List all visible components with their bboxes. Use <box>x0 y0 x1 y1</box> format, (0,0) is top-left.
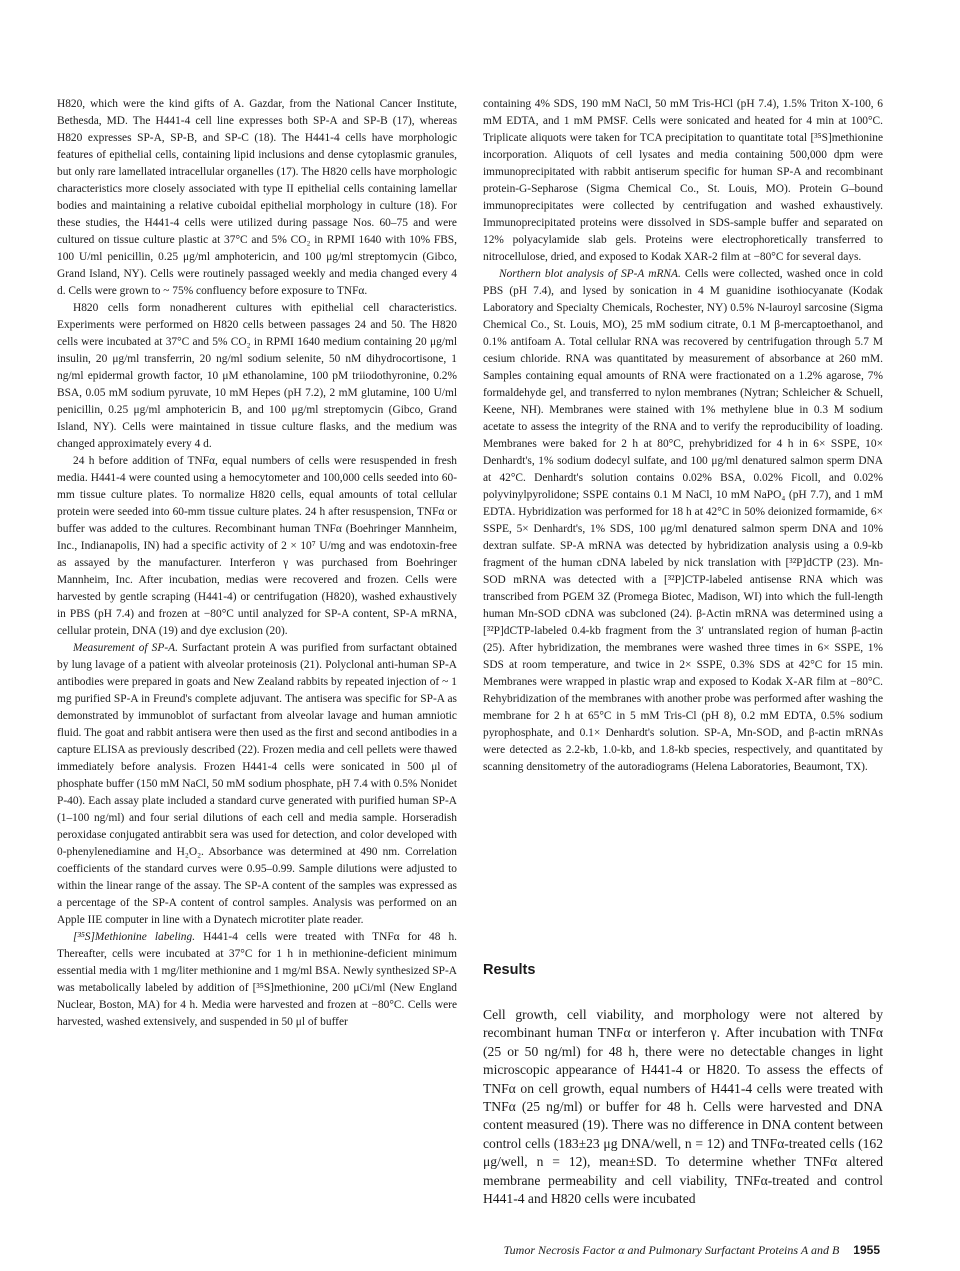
left-paragraph <box>57 96 457 300</box>
left-paragraph <box>57 300 457 453</box>
section-runin-heading: [³⁵S]Methionine labeling. <box>73 931 196 943</box>
results-heading: Results <box>483 962 536 978</box>
right-paragraph <box>483 266 883 776</box>
left-paragraph <box>57 929 457 1031</box>
left-column <box>57 96 457 1031</box>
section-runin-heading: Northern blot analysis of SP-A mRNA. <box>499 268 681 280</box>
paragraph-text: 24 h before addition of TNFα, equal numbers of cells were resuspended in fresh media. H441-4 were counted using a hemocytometer and 100,000 cells seeded into 60-mm tissue culture plates. To normalize H820 cells, equal amounts of total cellular protein were seeded into 60-mm tissue culture plates. 24 h after resuspension, TNFα or buffer was added to the cultures. Recombinant human TNFα (Boehringer Mannheim, Inc., Indianapolis, IN) had a specific activity of 2 × 10⁷ U/mg and was endotoxin-free as assayed by the manufacturer. Interferon γ was purchased from Boehringer Mannheim, Inc. After incubation, medias were recovered and frozen. Cells were harvested by gentle scraping (H441-4) or centrifugation (H820), washed exhaustively in PBS (pH 7.4) and frozen at −80°C until analyzed for SP-A content, SP-A mRNA, cellular protein, DNA (19) and dye exclusion (20). <box>57 455 457 637</box>
page-footer <box>380 1243 880 1258</box>
paragraph-text: containing 4% SDS, 190 mM NaCl, 50 mM Tris-HCl (pH 7.4), 1.5% Triton X-100, 6 mM EDTA, and 1 mM PMSF. Cells were sonicated and heated for 4 min at 100°C. Triplicate aliquots were taken for TCA precipitation to quantitate total [³⁵S]methionine incorporation. Aliquots of cell lysates and media containing 500,000 dpm were immunoprecipitated with rabbit antiserum specific for human SP-A and recombinant protein-G-Sepharose (Sigma Chemical Co., St. Louis, MO). Protein G–bound immunoprecipitates were collected by centrifugation and washed exhaustively. Immunoprecipitated proteins were dissolved in SDS-sample buffer and separated on 12% polyacylamide slab gels. Proteins were electrophoretically transferred to nitrocellulose, dried, and exposed to Kodak XAR-2 film at −80°C for several days. <box>483 98 883 263</box>
right-paragraph <box>483 96 883 266</box>
paragraph-text: Surfactant protein A was purified from surfactant obtained by lung lavage of a patient with alveolar proteinosis (21). Polyclonal anti-human SP-A antibodies were prepared in goats and New Zealand rabbits by repeated injection of ~ 1 mg purified SP-A in Freund's complete adjuvant. The antisera was specific for SP-A as demonstrated by immunoblot of surfactant from alveolar lavage and human amniotic fluid. The goat and rabbit antisera were then used as the first and second antibodies in a capture ELISA as previously described (22). Frozen media and cell pellets were thawed immediately before analysis. Frozen H441-4 cells were sonicated in 500 μl of phosphate buffer (150 mM NaCl, 50 mM sodium phosphate, pH 7.4 with 0.5% Nonidet P-40). Each assay plate included a standard curve generated with purified human SP-A (1–100 ng/ml) and four serial dilutions of each cell and media sample. Horseradish peroxidase conjugated antirabbit sera was used for detection, and color developed with 0-phenylenediamine and H₂O₂. Absorbance was determined at 490 nm. Correlation coefficients of the standard curves were 0.95–0.99. Sample dilutions were adjusted to within the linear range of the assay. The SP-A content of the samples was expressed as a percentage of the SP-A content of control samples. Analysis was performed on an Apple IIE computer in line with a Dynatech microtiter plate reader. <box>57 642 457 926</box>
paragraph-text: H441-4 cells were treated with TNFα for 48 h. Thereafter, cells were incubated at 37°C for 1 h in methionine-deficient minimum essential media with 1 mg/liter methionine and 1 mg/ml BSA. Newly synthesized SP-A was metabolically labeled by addition of [³⁵S]methionine, 200 μCi/ml (New England Nuclear, Boston, MA) for 4 h. Media were harvested and frozen at −80°C. Cells were harvested, washed extensively, and suspended in 50 μl of buffer <box>57 931 457 1028</box>
section-runin-heading: Measurement of SP-A. <box>73 642 178 654</box>
right-column <box>483 96 883 776</box>
paragraph-text: H820, which were the kind gifts of A. Gazdar, from the National Cancer Institute, Bethesda, MD. The H441-4 cell line expresses both SP-A and SP-B (17), whereas H820 expresses SP-A, SP-B, and SP-C (18). The H441-4 cells have morphologic features of epithelial cells, containing lipid inclusions and dense cytoplasmic granules, but only rare lamellated intracellular organelles (17). The H820 cells have morphologic characteristics more closely associated with type II epithelial cells containing lamellar bodies and maintaining a relative cuboidal epithelial morphology in culture (18). For these studies, the H441-4 cells were utilized during passage Nos. 60–75 and were cultured on tissue culture plastic at 37°C and 5% CO₂ in RPMI 1640 with 10% FBS, 100 U/ml penicillin, 0.25 μg/ml amphotericin, and 100 μg/ml streptomycin (Gibco, Grand Island, NY). Cells were routinely passaged weekly and media changed every 4 d. Cells were grown to ~ 75% confluency before exposure to TNFα. <box>57 98 457 297</box>
paragraph-text: Cells were collected, washed once in cold PBS (pH 7.4), and lysed by sonication in 4 M guanidine isothiocyanate (Kodak Laboratory and Specialty Chemicals, Rochester, NY) 0.5% N-lauroyl sarcosine (Sigma Chemical Co., St. Louis, MO), 25 mM sodium citrate, 0.1 M β-mercaptoethanol, and 0.1% antifoam A. Total cellular RNA was recovered by centrifugation through 5.7 M cesium chloride. RNA was quantitated by measurement of absorbance at 260 mM. Samples containing equal amounts of RNA were fractionated on a 1.2% agarose, 7% formaldehyde gel, and transferred to nylon membranes (Nytran; Schleicher & Schuell, Keene, NH). Membranes were stained with 1% methylene blue in 0.3 M sodium acetate to assess the integrity of the RNA and to verify the reproducibility of loading. Membranes were baked for 2 h at 80°C, prehybridized for 4 h in 6× SSPE, 10× Denhardt's, 1% sodium dodecyl sulfate, and 100 μg/ml denatured salmon sperm DNA at 42°C. Denhardt's solution contains 0.02% BSA, 0.02% Ficoll, and 0.02% polyvinylpyrolidone; SSPE contains 0.1 M NaCl, 10 mM NaPO₄ (pH 7.7), and 1 mM EDTA. Hybridization was performed for 18 h at 42°C in 50% deionized formamide, 6× SSPE, 5× Denhardt's, 1% SDS, 100 μg/ml denatured salmon sperm DNA and 10% dextran sulfate. SP-A mRNA was detected by hybridization analysis using a 0.9-kb fragment of the human cDNA labeled by nick translation with [³²P]dCTP (23). Mn-SOD mRNA was detected with a [³²P]CTP-labeled antisense RNA which was transcribed from PGEM 3Z (Promega Biotec, Madison, WI) into which the full-length human Mn-SOD cDNA was subcloned (24). β-Actin mRNA was determined using a [³²P]dCTP-labeled 0.4-kb fragment from the 3′ untranslated region of human β-actin (25). After hybridization, the membranes were washed three times in 6× SSPE, 1% SDS at room temperature, and twice in 2× SSPE, 0.3% SDS at 42°C for 15 min. Membranes were wrapped in plastic wrap and exposed to Kodak X-AR film at −80°C. Rehybridization of the membranes with another probe was performed after washing the membrane for 2 h at 65°C in 5 mM Tris-Cl (pH 8), 0.2 mM EDTA, 0.5% sodium pyrophosphate, and 0.1× Denhardt's solution. SP-A, Mn-SOD, and β-actin mRNAs were detected as 2.2-kb, 1.0-kb, and 1.8-kb species, respectively, and quantitated by scanning densitometry of the autoradiograms (Helena Laboratories, Beaumont, TX). <box>483 268 883 773</box>
left-paragraph <box>57 640 457 929</box>
page-number: 1955 <box>853 1243 880 1257</box>
running-title: Tumor Necrosis Factor α and Pulmonary Surfactant Proteins A and B <box>503 1243 840 1257</box>
paragraph-text: H820 cells form nonadherent cultures with epithelial cell characteristics. Experiments were performed on H820 cells between passages 24 and 50. The H820 cells were incubated at 37°C and 5% CO₂ in RPMI 1640 medium containing 20 μg/ml insulin, 20 μg/ml transferrin, 20 ng/ml sodium selenite, 50 nM dihydrocortisone, 1 ng/ml epidermal growth factor, 10 μM ethanolamine, 100 pM triiodothyronine, 0.2% BSA, 0.05 mM sodium pyruvate, 10 mM Hepes (pH 7.2), 2 mM glutamine, 100 U/ml penicillin, 0.25 μg/ml amphotericin B, and 100 μg/ml streptomycin (Gibco, Grand Island, NY). Cells were maintained in tissue culture flasks, and the medium was changed approximately every 4 d. <box>57 302 457 450</box>
left-paragraph <box>57 453 457 640</box>
results-paragraph: Cell growth, cell viability, and morphology were not altered by recombinant human TNFα or interferon γ. After incubation with TNFα (25 or 50 ng/ml) for 48 h, there were no detectable changes in light microscopic appearance of H441-4 or H820. To assess the effects of TNFα on cell growth, equal numbers of H441-4 cells were treated with TNFα (25 ng/ml) or buffer for 48 h. Cells were harvested and DNA content measured (19). There was no difference in DNA content between control cells (183±23 μg DNA/well, n = 12) and TNFα-treated cells (162 μg/well, n = 12), mean±SD. To determine whether TNFα altered membrane permeability and cell viability, TNFα-treated and control H441-4 and H820 cells were incubated <box>483 1007 883 1207</box>
